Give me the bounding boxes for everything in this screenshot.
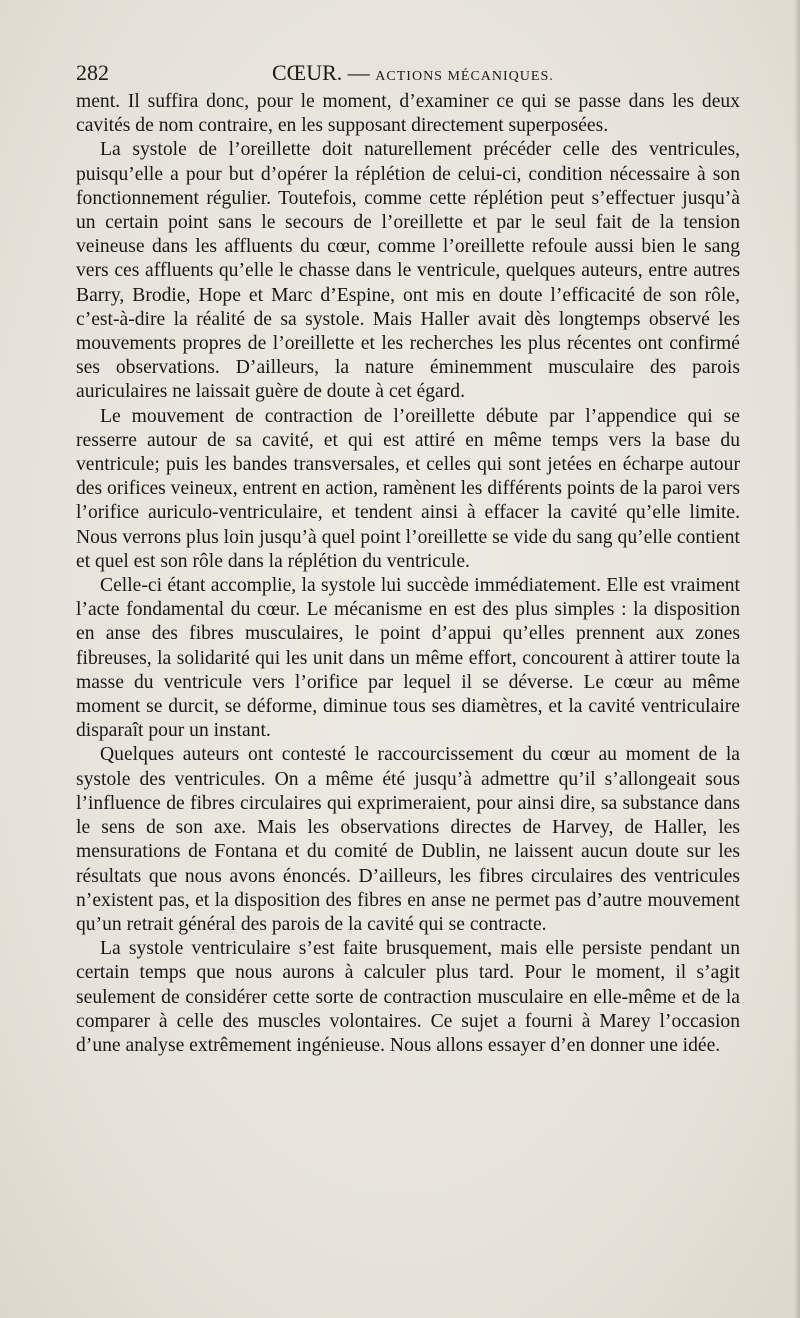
paragraph-ventricular-systole: Celle-ci étant accomplie, la systole lui succède immédiatement. Elle est vraiment l’acte fondamental du cœur. Le mécanisme en est des plus simples : la disposition en anse des fibres musculaires, le point d’appui qu’elles prennent aux zones fibreuses, la solidarité qui les unit dans un même effort, concourent à attirer toute la masse du ventricule vers l’orifice par lequel il se déverse. Le cœur au même moment se durcit, se déforme, diminue tous ses diamètres, et la cavité ventriculaire disparaît pour un instant. (76, 575, 740, 742)
running-title: CŒUR. (272, 60, 343, 85)
paragraph-shortening-debate: Quelques auteurs ont contesté le raccourcissement du cœur au moment de la systole des ventricules. On a même été jusqu’à admettre qu’il s’allongeait sous l’influence de fibres circulaires qui exprimeraient, pour ainsi dire, sa substance dans le sens de son axe. Mais les observations directes de Harvey, de Haller, les mensurations de Fontana et du comité de Dublin, ne laissent aucun doute sur les résultats que nous avons énoncés. D’ailleurs, les fibres circulaires des ventricules n’existent pas, et la disposition des fibres en anse ne permet pas d’autre mouvement qu’un retrait général des parois de la cavité qui se contracte. (76, 744, 740, 935)
running-dash: — (347, 60, 370, 85)
running-subtitle: ACTIONS MÉCANIQUES. (375, 69, 554, 84)
page-number: 282 (76, 60, 109, 85)
body-text (76, 90, 740, 1058)
paragraph-continuation: ment. Il suffira donc, pour le moment, d’examiner ce qui se passe dans les deux cavités de nom contraire, en les supposant directement superposées. (76, 91, 740, 137)
paragraph-marey-analysis: La systole ventriculaire s’est faite brusquement, mais elle persiste pendant un certain temps que nous aurons à calculer plus tard. Pour le moment, il s’agit seulement de considérer cette sorte de contraction musculaire en elle-même et de la comparer à celle des muscles volontaires. Ce sujet a fourni à Marey l’occasion d’une analyse extrêmement ingénieuse. Nous allons essayer d’en donner une idée. (76, 938, 740, 1056)
page-header (76, 56, 738, 90)
paragraph-atrial-systole: La systole de l’oreillette doit naturellement précéder celle des ventricules, puisqu’elle a pour but d’opérer la réplétion de celui-ci, condition nécessaire à son fonctionnement régulier. Toutefois, comme cette réplétion peut s’effectuer jusqu’à un certain point sans le secours de l’oreillette et par le seul fait de la tension veineuse dans les affluents du cœur, comme l’oreillette refoule aussi bien le sang vers ces affluents qu’elle le chasse dans le ventricule, quelques auteurs, entre autres Barry, Brodie, Hope et Marc d’Espine, ont mis en doute l’efficacité de son rôle, c’est-à-dire la réalité de sa systole. Mais Haller avait dès longtemps observé les mouvements propres de l’oreillette et les recherches les plus récentes ont confirmé ses observations. D’ailleurs, la nature éminemment musculaire des parois auriculaires ne laissait guère de doute à cet égard. (76, 139, 740, 403)
running-head (272, 60, 554, 86)
scan-edge-shadow (794, 0, 800, 1318)
paragraph-contraction-movement: Le mouvement de contraction de l’oreillette débute par l’appendice qui se resserre autour de sa cavité, et qui est attiré en même temps vers la base du ventricule; puis les bandes transversales, et celles qui sont jetées en écharpe autour des orifices veineux, entrent en action, ramènent les différents points de la paroi vers l’orifice auriculo-ventriculaire, et tendent ainsi à effacer la cavité qu’elle limite. Nous verrons plus loin jusqu’à quel point l’oreillette se vide du sang qu’elle contient et quel est son rôle dans la réplétion du ventricule. (76, 405, 740, 572)
